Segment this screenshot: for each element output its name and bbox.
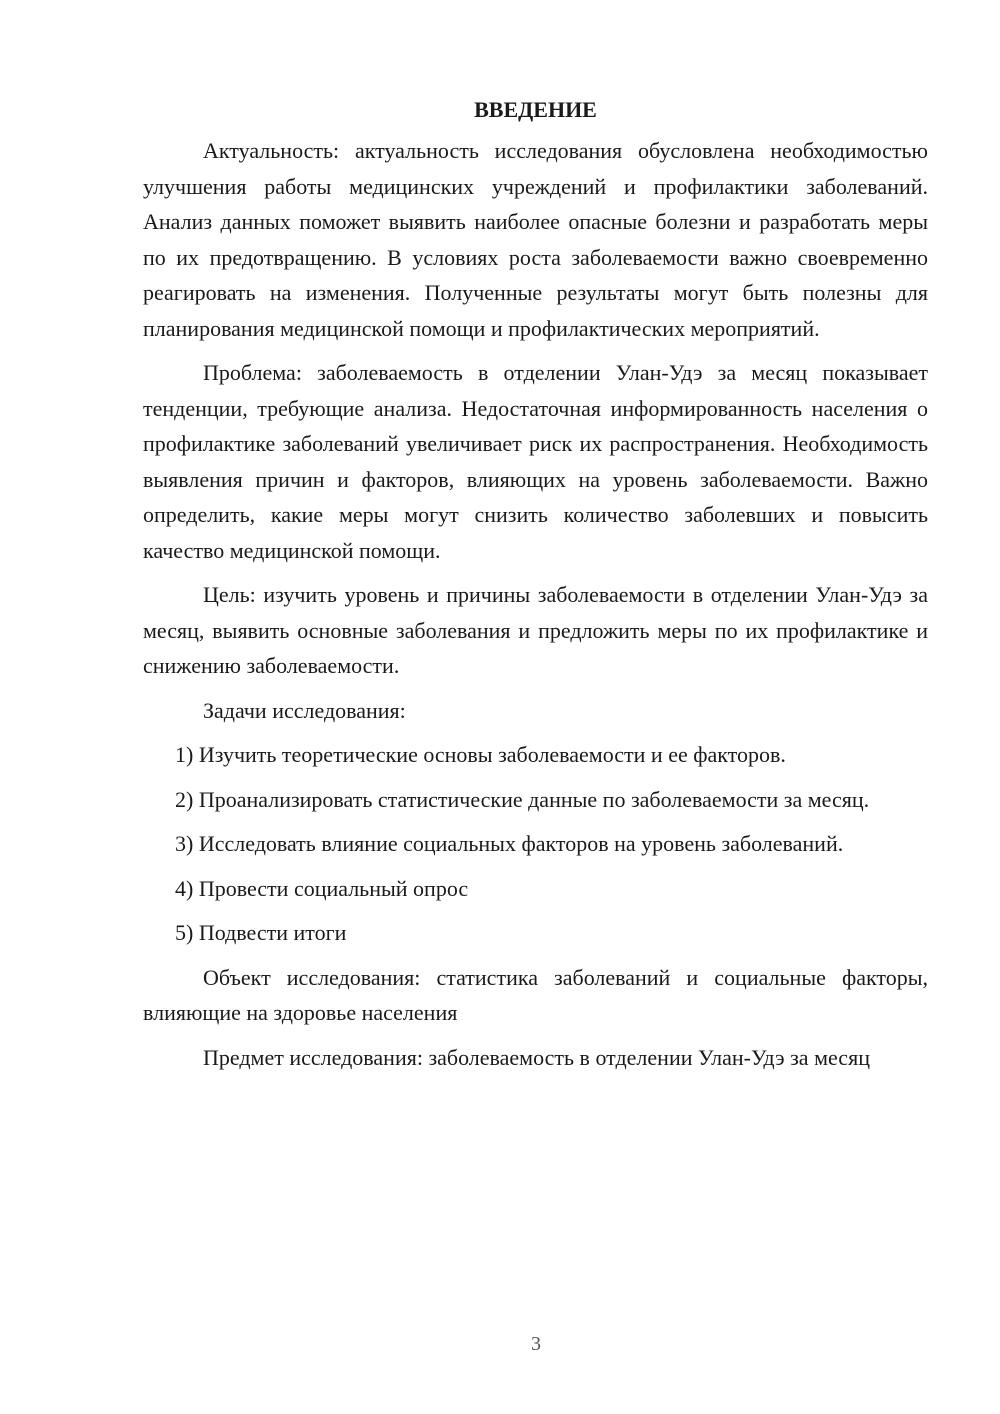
task-item-1: 1) Изучить теоретические основы заболеваемости и ее факторов. [175,742,786,767]
task-item-4: 4) Провести социальный опрос [175,875,469,901]
page-content [143,93,928,1084]
goal-paragraph: Цель: изучить уровень и причины заболеваемости в отделении Улан-Удэ за месяц, выявить основные заболевания и предложить меры по их профилактике и снижению заболеваемости. [143,582,928,678]
task-item-3: 3) Исследовать влияние социальных факторов на уровень заболеваний. [175,831,844,856]
research-subject-paragraph: Предмет исследования: заболеваемость в отделении Улан-Удэ за месяц [203,1044,870,1070]
task-item-5: 5) Подвести итоги [175,920,347,945]
page-number: 3 [531,1333,541,1355]
relevance-paragraph: Актуальность: актуальность исследования обусловлена необходимостью улучшения работы медицинских учреждений и профилактики заболеваний. Анализ данных поможет выявить наиболее опасные болезни и разработать меры по их предотвращению. В условиях роста заболеваемости важно своевременно реагировать на изменения. Полученные результаты могут быть полезны для планирования медицинской помощи и профилактических мероприятий. [143,138,928,341]
research-object-paragraph: Объект исследования: статистика заболеваний и социальные факторы, влияющие на здоровье населения [143,964,928,1025]
section-heading: ВВЕДЕНИЕ [474,97,597,122]
tasks-heading: Задачи исследования: [203,697,406,723]
task-item-2: 2) Проанализировать статистические данные по заболеваемости за месяц. [175,786,870,812]
problem-paragraph: Проблема: заболеваемость в отделении Улан-Удэ за месяц показывает тенденции, требующие анализа. Недостаточная информированность населения о профилактике заболеваний увеличивает риск их распространения. Необходимость выявления причин и факторов, влияющих на уровень заболеваемости. Важно определить, какие меры могут снизить количество заболевших и повысить качество медицинской помощи. [143,360,928,563]
